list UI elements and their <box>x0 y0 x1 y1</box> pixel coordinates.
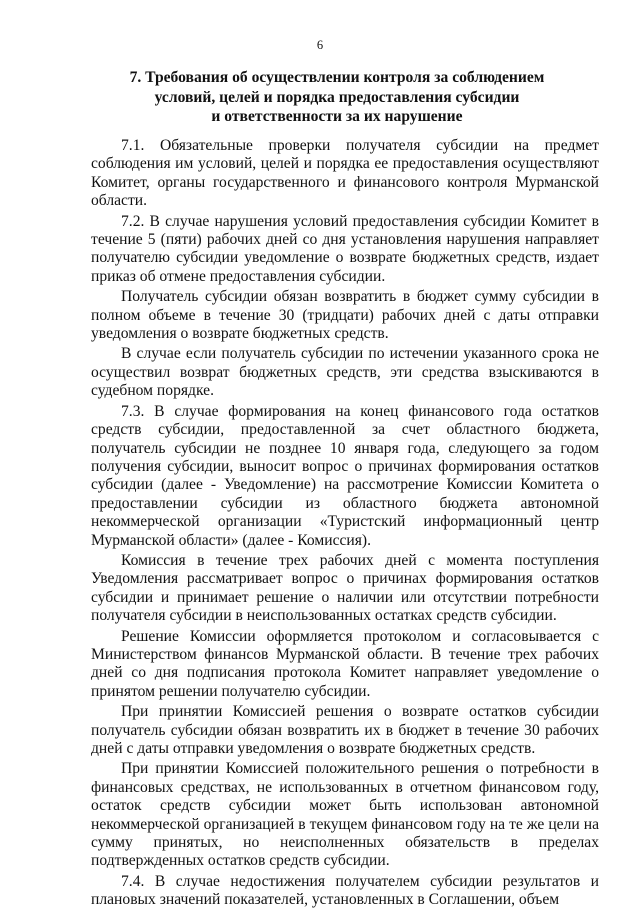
paragraph-refund-obligation: Получатель субсидии обязан возвратить в бюджет сумму субсидии в полном объеме в течение 30 (тридцати) рабочих дней с даты отправки уведомления о возврате бюджетных средств. <box>91 288 599 343</box>
paragraph-7-2: 7.2. В случае нарушения условий предоставления субсидии Комитет в течение 5 (пяти) рабочих дней со дня установления нарушения направляет получателю субсидии уведомление о возврате бюджетных средств, издает приказ об отмене предоставления субсидии. <box>91 212 599 285</box>
paragraph-commission-decision: Решение Комиссии оформляется протоколом и согласовывается с Министерством финансов Мурманской области. В течение трех рабочих дней со дня подписания протокола Комитет направляет уведомление о принятом решении получателю субсидии. <box>91 627 599 700</box>
paragraph-court-recovery: В случае если получатель субсидии по истечении указанного срока не осуществил возврат бюджетных средств, эти средства взыскиваются в судебном порядке. <box>91 345 599 400</box>
section-title <box>92 68 582 127</box>
document-body <box>91 137 599 912</box>
page-number: 6 <box>316 38 324 52</box>
paragraph-7-1: 7.1. Обязательные проверки получателя субсидии на предмет соблюдения им условий, целей и порядка ее предоставления осуществляют Комитет, органы государственного и финансового контроля Мурманской области. <box>91 137 599 210</box>
section-title-line-2: условий, целей и порядка предоставления субсидии <box>154 88 520 106</box>
paragraph-commission-review: Комиссия в течение трех рабочих дней с момента поступления Уведомления рассматривает вопрос о причинах формирования остатков субсидии и принимает решение о наличии или отсутствии потребности получателя субсидии в неиспользованных остатках средств субсидии. <box>91 551 599 625</box>
section-title-line-1: 7. Требования об осуществлении контроля за соблюдением <box>129 69 545 86</box>
section-title-line-3: и ответственности за их нарушение <box>211 108 463 125</box>
paragraph-return-remainder: При принятии Комиссией решения о возврате остатков субсидии получатель субсидии обязан возвратить их в бюджет в течение 30 рабочих дней с даты отправки уведомления о возврате бюджетных средств. <box>91 703 599 757</box>
paragraph-7-4: 7.4. В случае недостижения получателем субсидии результатов и плановых значений показателей, установленных в Соглашении, объем <box>91 872 599 909</box>
paragraph-7-3: 7.3. В случае формирования на конец финансового года остатков средств субсидии, предоставленной за счет областного бюджета, получатель субсидии не позднее 10 января года, следующего за годом получения субсидии, выносит вопрос о причинах формирования остатков субсидии (далее - Уведомление) на рассмотрение Комиссии Комитета о предоставлении субсидии из областного бюджета автономной некоммерческой организации «Туристский информационный центр Мурманской области» (далее - Комиссия). <box>91 402 599 549</box>
paragraph-positive-decision: При принятии Комиссией положительного решения о потребности в финансовых средствах, не использованных в отчетном финансовом году, остаток средств субсидии может быть использован автономной некоммерческой организацией в текущем финансовом году на те же цели на сумму принятых, но неисполненных обязательств в пределах подтвержденных остатков средств субсидии. <box>91 760 599 870</box>
